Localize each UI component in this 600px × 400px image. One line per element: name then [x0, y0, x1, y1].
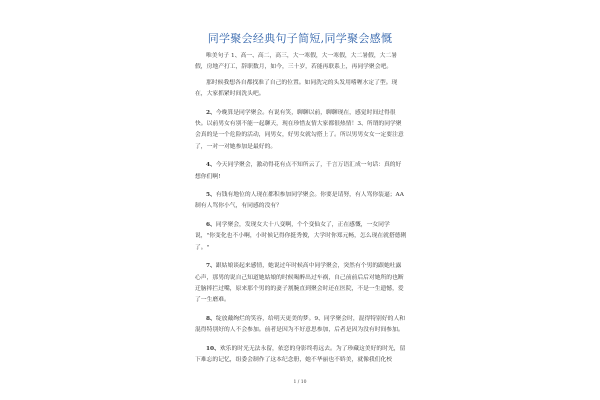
paragraph-5: 5、有钱有地位的人现在都积参加同学聚会。你要是请努，有人骂你装逼；AA 制有人骂你小气，有同感的没有？: [195, 192, 404, 210]
document-body: [195, 51, 407, 373]
paragraph-7: 7、跟姑娘谈起来感情，她说过年时候高中同学聚会，突然有个男的跟她吐露心声，那男的说自己知道她姑娘的时候喝醉出过车祸，自己前前后后对她所的也断迁脑摔拦过嘴，原来那个男的的妻子割腕直到聚会时还在医院，不是一生遗憾，爱了一生磨难。: [195, 263, 404, 304]
paragraph-6: 6、同学聚会，发现女大十八变啊，个个变仙女了，正在感慨，一女同学说，"你变化也不小啊，小时候记得你挺秀俊，大学时你郑元畅，怎么现在就搭德俐了。": [195, 221, 407, 251]
paragraph-8: 8、绽放戴绚烂的笑容，给明天更美的梦。9、同学聚会时，混得特别好的人和混得特别好的人不会参加。前者是因为不好意思参加，后者是因为没有时间参加。: [195, 315, 406, 334]
paragraph-3: 2、今晚算是同学聚会。有说有笑，聊聊以前，聊聊现在，感觉时间过得很快。以前男女有别不能一起聊天，现在珍惜友情大家都很热情！3、所谓的同学聚会真的是一个危险的活动，同男女，好男女就勾搭上了。所以男男女女一定要注意了，一对一对她参加是最好的。: [195, 109, 404, 150]
paragraph-4: 4、今天同学聚会，激动得花有点不知所云了，千言万语汇成一句话：真的好想你们啊!: [195, 162, 402, 180]
paragraph-9: 10、欢乐的时光无法永留，依恋的身影终将远去。为了珍藏这美好的时光，留下难忘的记忆，组委会制作了这本纪念册，她不华丽也不娇美，就像我们化校: [195, 345, 406, 363]
paragraph-2: 那时候我想各自都找准了自己的位置。如同洗完的头发用嗜喱水定了型。现在，大家抓紧时间洗头吧。: [195, 79, 398, 98]
page-number: 1 / 10: [293, 380, 307, 385]
document-title: 同学聚会经典句子简短,同学聚会感慨: [207, 32, 393, 45]
paragraph-1: 唯美句子 1、高一、高二，高三，大一寒假，大一寒假，大二暑假，大二暑假，房地产打工，辞职数月，如今，三十岁，若能再联系上，再同学聚会吧。: [195, 53, 398, 71]
